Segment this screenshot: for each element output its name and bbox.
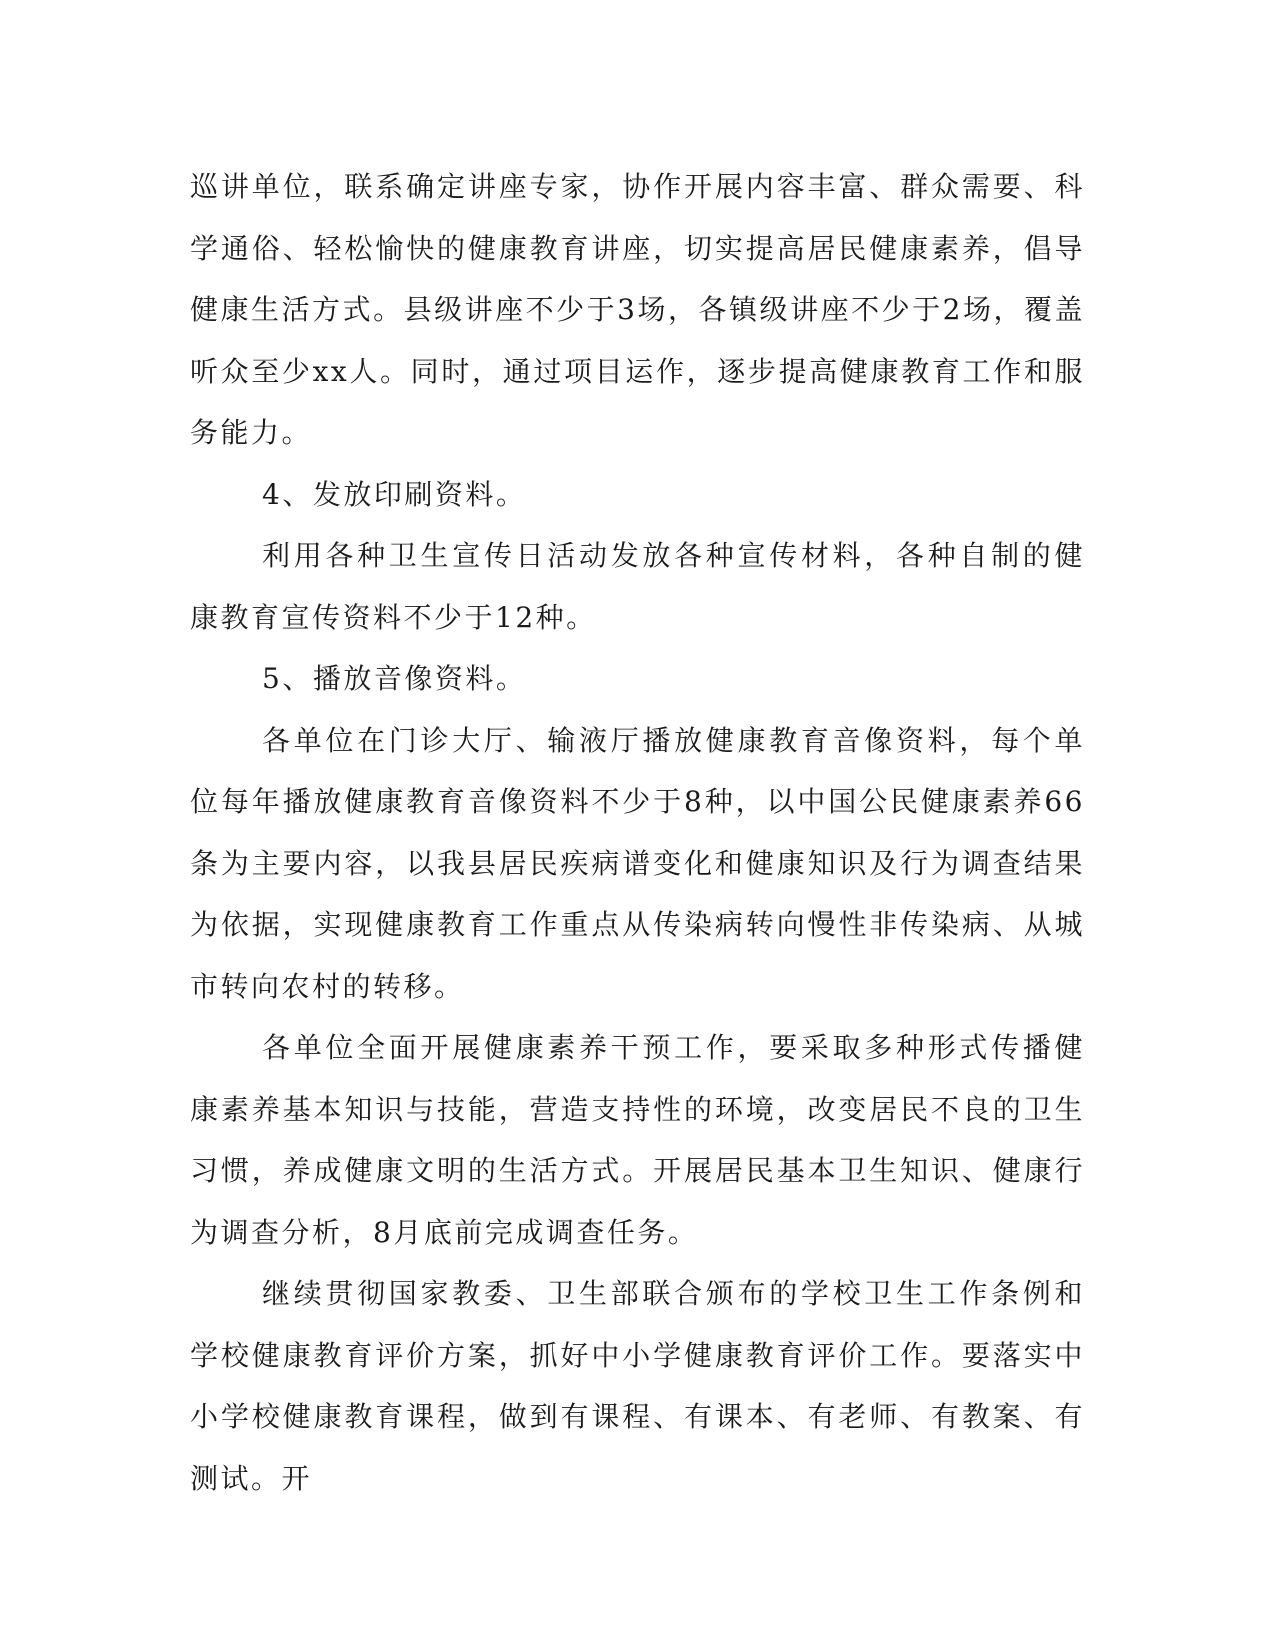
paragraph-printed-materials: 利用各种卫生宣传日活动发放各种宣传材料，各种自制的健康教育宣传资料不少于12种。 — [190, 539, 1085, 634]
paragraph-audio-video: 各单位在门诊大厅、输液厅播放健康教育音像资料，每个单位每年播放健康教育音像资料不少于8种，以中国公民健康素养66条为主要内容，以我县居民疾病谱变化和健康知识及行为调查结果为依据，实现健康教育工作重点从传染病转向慢性非传染病、从城市转向农村的转移。 — [190, 723, 1085, 1003]
paragraph-school-health-education: 继续贯彻国家教委、卫生部联合颁布的学校卫生工作条例和学校健康教育评价方案，抓好中小学健康教育评价工作。要落实中小学校健康教育课程，做到有课程、有课本、有老师、有教案、有测试。开 — [190, 1277, 1085, 1495]
heading-play-audio-video: 5、播放音像资料。 — [262, 662, 527, 695]
document-body — [190, 156, 1085, 1509]
paragraph-lecture-continuation: 巡讲单位，联系确定讲座专家，协作开展内容丰富、群众需要、科学通俗、轻松愉快的健康教育讲座，切实提高居民健康素养，倡导健康生活方式。县级讲座不少于3场，各镇级讲座不少于2场，覆盖听众至少xx人。同时，通过项目运作，逐步提高健康教育工作和服务能力。 — [190, 170, 1085, 449]
heading-distribute-printed-materials: 4、发放印刷资料。 — [262, 477, 527, 511]
paragraph-health-literacy-intervention: 各单位全面开展健康素养干预工作，要采取多种形式传播健康素养基本知识与技能，营造支持性的环境，改变居民不良的卫生习惯，养成健康文明的生活方式。开展居民基本卫生知识、健康行为调查分析，8月底前完成调查任务。 — [190, 1031, 1085, 1249]
